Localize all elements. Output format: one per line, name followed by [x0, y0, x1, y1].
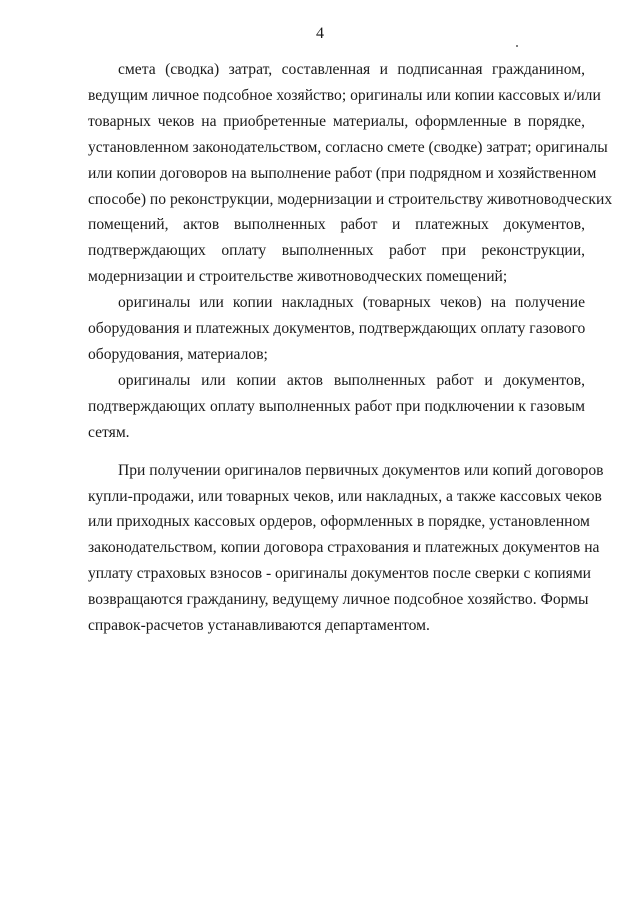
- text-line: оборудования, материалов;: [88, 345, 268, 363]
- text-line: подтверждающих оплату выполненных работ при реконструкции,: [88, 242, 585, 260]
- text-line: установленном законодательством, согласно смете (сводке) затрат; оригиналы: [88, 138, 608, 156]
- text-line: сетям.: [88, 423, 130, 441]
- paragraph-acts: [88, 368, 585, 446]
- text-line: ведущим личное подсобное хозяйство; оригиналы или копии кассовых и/или: [88, 86, 601, 104]
- text-line: способе) по реконструкции, модернизации и строительству животноводческих: [88, 190, 613, 208]
- text-line: купли-продажи, или товарных чеков, или накладных, а также кассовых чеков: [88, 487, 602, 505]
- document-body: [88, 57, 613, 639]
- text-line: товарных чеков на приобретенные материалы, оформленные в порядке,: [88, 112, 585, 130]
- paragraph-originals-return: [88, 458, 604, 639]
- text-line: возвращаются гражданину, ведущему личное подсобное хозяйство. Формы: [88, 591, 589, 609]
- text-line: подтверждающих оплату выполненных работ при подключении к газовым: [88, 397, 585, 415]
- text-line: оборудования и платежных документов, подтверждающих оплату газового: [88, 320, 586, 338]
- text-line: помещений, актов выполненных работ и платежных документов,: [88, 216, 585, 234]
- text-line: смета (сводка) затрат, составленная и подписанная гражданином,: [118, 61, 585, 78]
- text-line: При получении оригиналов первичных документов или копий договоров: [118, 461, 604, 479]
- text-line: оригиналы или копии накладных (товарных чеков) на получение: [118, 294, 585, 312]
- text-line: оригиналы или копии актов выполненных работ и документов,: [118, 371, 585, 389]
- text-line: или приходных кассовых ордеров, оформленных в порядке, установленном: [88, 513, 590, 531]
- paragraph-estimate: [88, 57, 613, 290]
- page-number: 4: [316, 25, 324, 42]
- text-line: уплату страховых взносов - оригиналы документов после сверки с копиями: [88, 565, 592, 583]
- text-line: справок-расчетов устанавливаются департаментом.: [88, 617, 430, 635]
- text-line: или копии договоров на выполнение работ (при подрядном и хозяйственном: [88, 164, 597, 182]
- text-line: модернизации и строительстве животноводческих помещений;: [88, 268, 508, 286]
- paragraph-invoices: [88, 290, 585, 368]
- paragraph-gap: [88, 446, 585, 458]
- text-line: законодательством, копии договора страхования и платежных документов на: [88, 539, 600, 557]
- scan-speck: [516, 45, 518, 47]
